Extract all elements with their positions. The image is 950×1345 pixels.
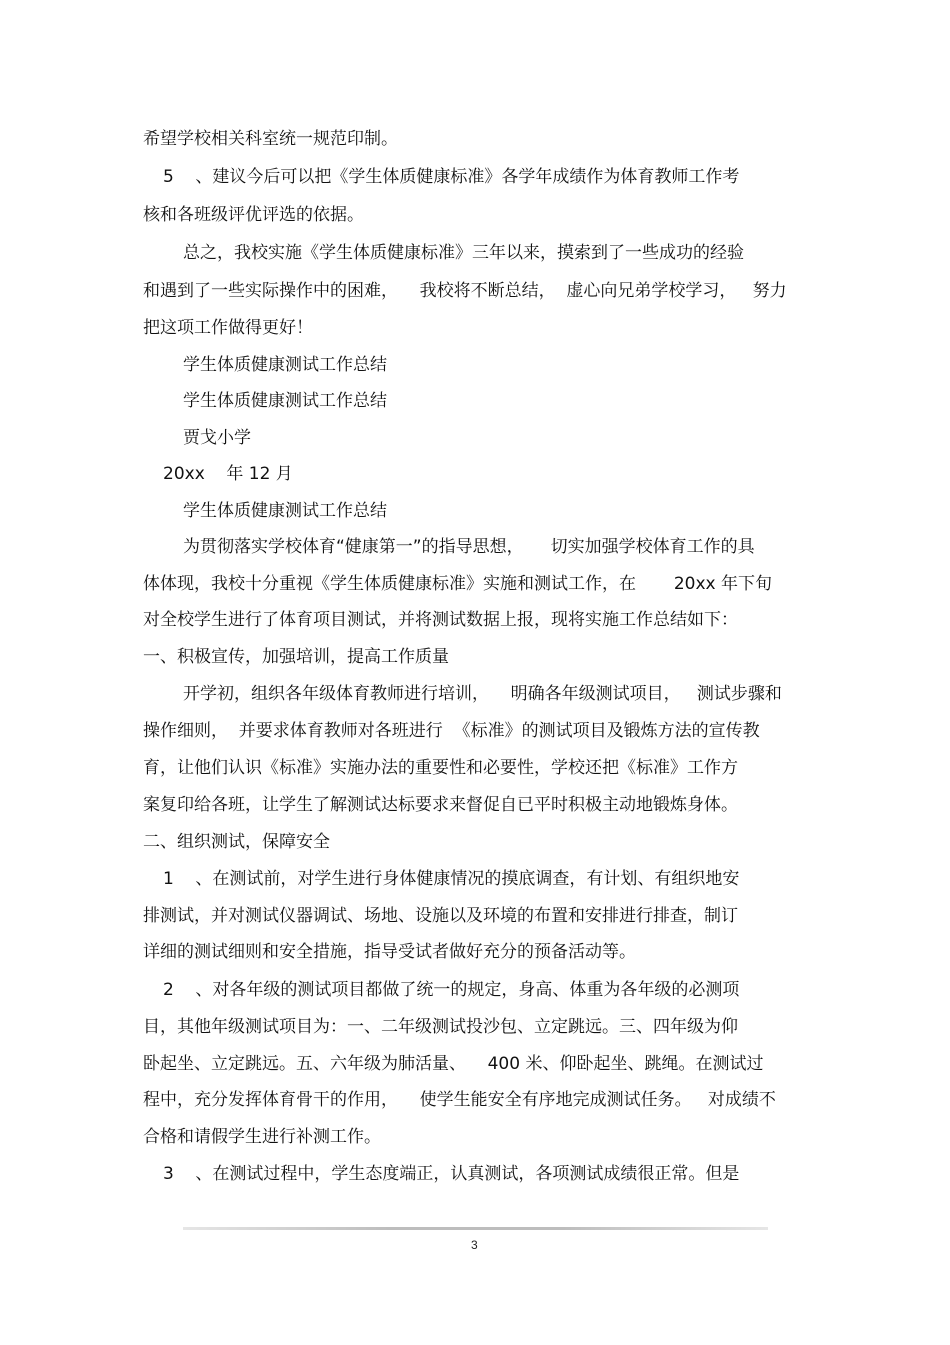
- text-line: 和遇到了一些实际操作中的困难， 我校将不断总结， 虚心向兄弟学校学习， 努力: [143, 281, 787, 301]
- footer-divider: [183, 1227, 768, 1230]
- text-line: 育，让他们认识《标准》实施办法的重要性和必要性，学校还把《标准》工作方: [143, 758, 738, 778]
- text-line: 20xx 年 12 月: [163, 464, 293, 484]
- text-line: 排测试，并对测试仪器调试、场地、设施以及环境的布置和安排进行排查，制订: [143, 906, 738, 926]
- text-line: 学生体质健康测试工作总结: [183, 391, 387, 411]
- text-line: 目，其他年级测试项目为：一、二年级测试投沙包、立定跳远。三、四年级为仰: [143, 1017, 738, 1037]
- text-line: 希望学校相关科室统一规范印制。: [143, 129, 398, 149]
- page-number: 3: [471, 1238, 478, 1252]
- text-line: 学生体质健康测试工作总结: [183, 501, 387, 521]
- text-line: 贾戈小学: [183, 428, 251, 448]
- text-line: 学生体质健康测试工作总结: [183, 355, 387, 375]
- text-line: 3 、在测试过程中，学生态度端正，认真测试，各项测试成绩很正常。但是: [163, 1164, 740, 1184]
- text-line: 为贯彻落实学校体育“健康第一”的指导思想， 切实加强学校体育工作的具: [183, 537, 755, 557]
- text-line: 总之，我校实施《学生体质健康标准》三年以来，摸索到了一些成功的经验: [183, 243, 744, 263]
- text-line: 2 、对各年级的测试项目都做了统一的规定，身高、体重为各年级的必测项: [163, 980, 740, 1000]
- text-line: 核和各班级评优评选的依据。: [143, 205, 364, 225]
- text-line: 卧起坐、立定跳远。五、六年级为肺活量、 400 米、仰卧起坐、跳绳。在测试过: [143, 1054, 764, 1074]
- text-line: 详细的测试细则和安全措施，指导受试者做好充分的预备活动等。: [143, 942, 636, 962]
- text-line: 5 、建议今后可以把《学生体质健康标准》各学年成绩作为体育教师工作考: [163, 167, 740, 187]
- text-line: 操作细则， 并要求体育教师对各班进行 《标准》的测试项目及锻炼方法的宣传教: [143, 721, 760, 741]
- text-line: 开学初，组织各年级体育教师进行培训， 明确各年级测试项目， 测试步骤和: [183, 684, 782, 704]
- text-line: 把这项工作做得更好！: [143, 318, 313, 338]
- text-line: 程中，充分发挥体育骨干的作用， 使学生能安全有序地完成测试任务。 对成绩不: [143, 1090, 776, 1110]
- section-heading: 一、积极宣传，加强培训，提高工作质量: [143, 647, 449, 667]
- section-heading: 二、组织测试，保障安全: [143, 832, 330, 852]
- text-line: 合格和请假学生进行补测工作。: [143, 1127, 381, 1147]
- text-line: 体体现，我校十分重视《学生体质健康标准》实施和测试工作，在 20xx 年下旬: [143, 574, 772, 594]
- text-line: 1 、在测试前，对学生进行身体健康情况的摸底调查，有计划、有组织地安: [163, 869, 740, 889]
- text-line: 对全校学生进行了体育项目测试，并将测试数据上报，现将实施工作总结如下：: [143, 610, 738, 630]
- text-line: 案复印给各班，让学生了解测试达标要求来督促自已平时积极主动地锻炼身体。: [143, 795, 738, 815]
